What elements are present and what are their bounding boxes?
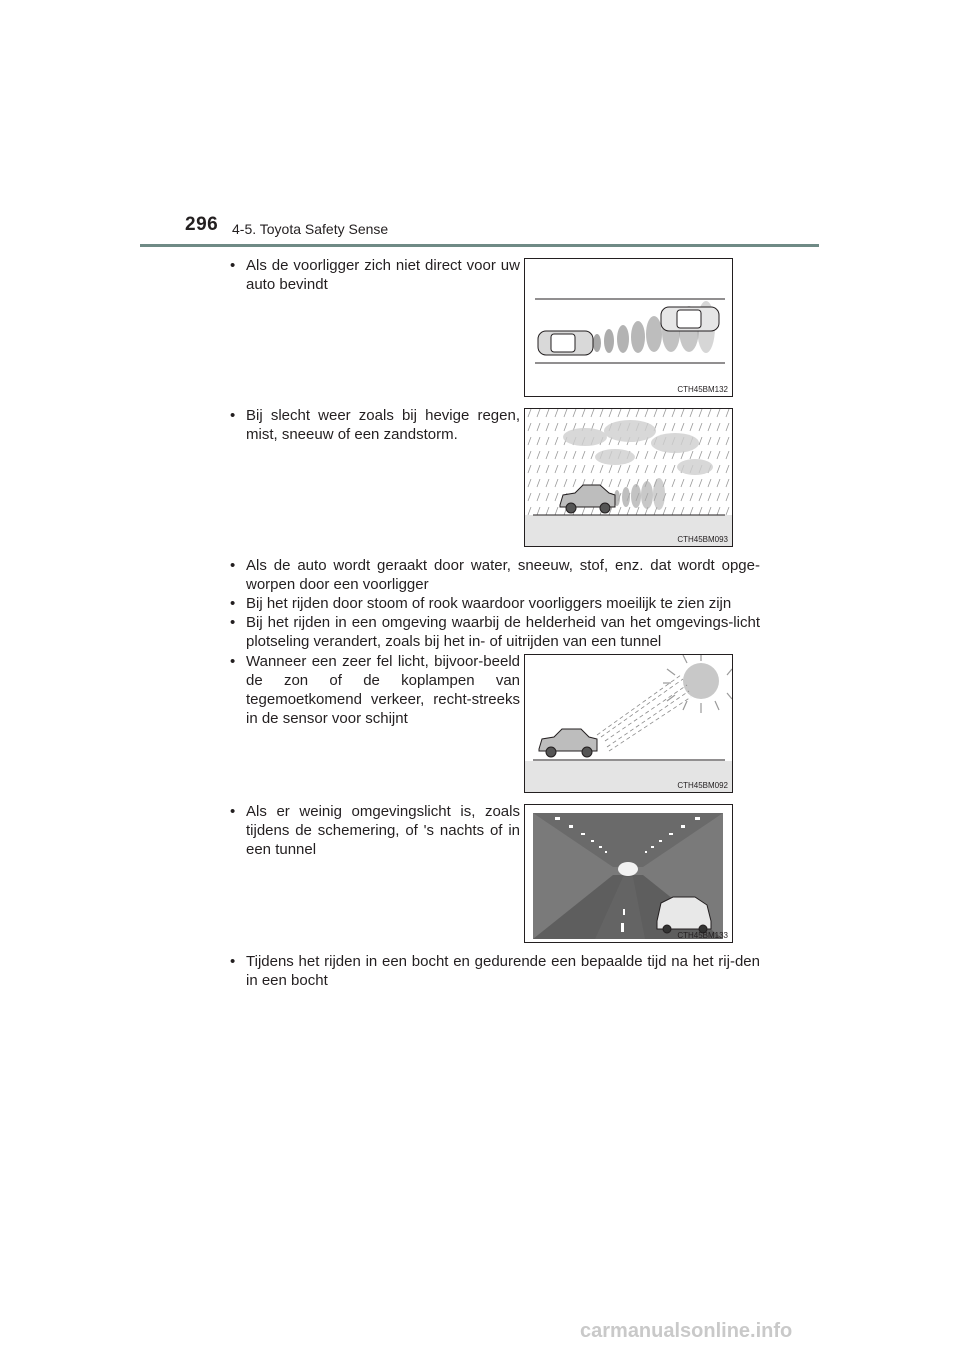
section-title: 4-5. Toyota Safety Sense bbox=[232, 221, 389, 237]
figure-offset-vehicle bbox=[524, 258, 733, 397]
figure-code: CTH45BM093 bbox=[677, 535, 728, 544]
figure-bright-light bbox=[524, 654, 733, 793]
figure-bad-weather bbox=[524, 408, 733, 547]
bullet-item: • Als de auto wordt geraakt door water, sneeuw, stof, enz. dat wordt opge-worpen door een voorligger bbox=[230, 556, 760, 594]
bullet-item: • Tijdens het rijden in een bocht en gedurende een bepaalde tijd na het rij-den in een bocht bbox=[230, 952, 760, 990]
figure-code: CTH45BM092 bbox=[677, 781, 728, 790]
watermark: carmanualsonline.info bbox=[580, 1320, 793, 1342]
bullet-item: • Als de voorligger zich niet direct voor uw auto bevindt bbox=[230, 256, 520, 294]
figure-tunnel bbox=[524, 804, 733, 943]
bullet-item: • Wanneer een zeer fel licht, bijvoor-beeld de zon of de koplampen van tegemoetkomend verkeer, recht-streeks in de sensor voor schijnt bbox=[230, 652, 520, 728]
figure-code: CTH45BM132 bbox=[677, 385, 728, 394]
figure-code: CTH45BM133 bbox=[677, 931, 728, 940]
page-number: 296 bbox=[185, 214, 219, 235]
bullet-item: • Bij het rijden in een omgeving waarbij de helderheid van het omgevings-licht plotseling verandert, zoals bij het in- of uitrijden van een tunnel bbox=[230, 613, 760, 651]
bullet-item: • Bij slecht weer zoals bij hevige regen, mist, sneeuw of een zandstorm. bbox=[230, 406, 520, 444]
bullet-item: • Als er weinig omgevingslicht is, zoals tijdens de schemering, of 's nachts of in een tunnel bbox=[230, 802, 520, 859]
bullet-item: • Bij het rijden door stoom of rook waardoor voorliggers moeilijk te zien zijn bbox=[230, 594, 760, 613]
header-rule bbox=[140, 244, 819, 247]
